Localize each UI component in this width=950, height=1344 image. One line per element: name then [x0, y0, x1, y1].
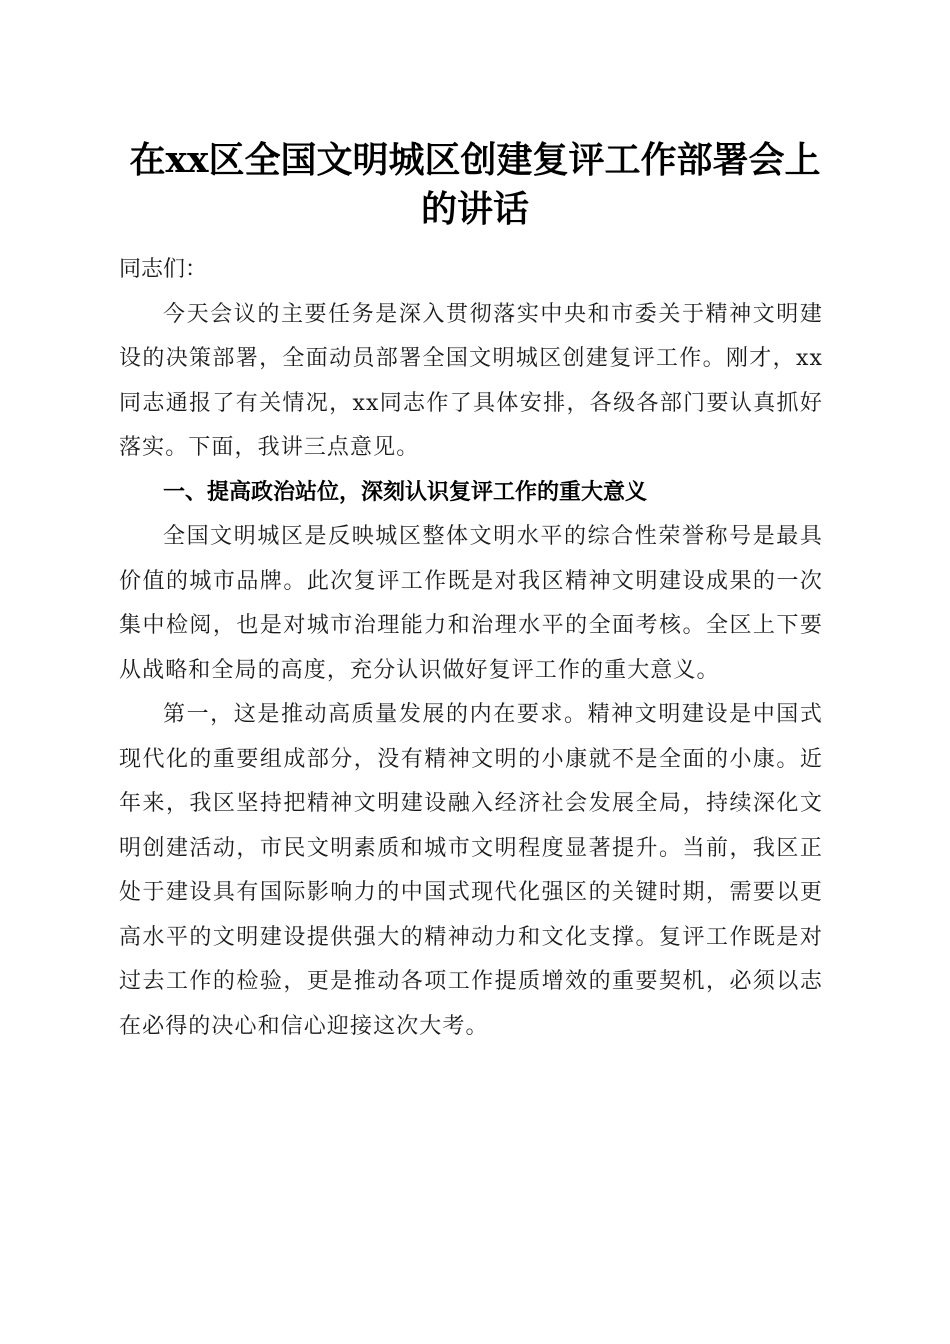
title-line-1: 在xx区全国文明城区创建复评工作部署会上: [129, 139, 821, 181]
intro-paragraph: 今天会议的主要任务是深入贯彻落实中央和市委关于精神文明建设的决策部署，全面动员部署全国文明城区创建复评工作。刚才，xx同志通报了有关情况，xx同志作了具体安排，各级各部门要认真抓好落实。下面，我讲三点意见。: [119, 301, 823, 460]
title-line-2: 的讲话: [420, 188, 529, 230]
section1-paragraph: 第一，这是推动高质量发展的内在要求。精神文明建设是中国式现代化的重要组成部分，没有精神文明的小康就不是全面的小康。近年来，我区坚持把精神文明建设融入经济社会发展全局，持续深化文明创建活动，市民文明素质和城市文明程度显著提升。当前，我区正处于建设具有国际影响力的中国式现代化强区的关键时期，需要以更高水平的文明建设提供强大的精神动力和文化支撑。复评工作既是对过去工作的检验，更是推动各项工作提质增效的重要契机，必须以志在必得的决心和信心迎接这次大考。: [119, 702, 823, 1039]
section1-paragraph: 全国文明城区是反映城区整体文明水平的综合性荣誉称号是最具价值的城市品牌。此次复评工作既是对我区精神文明建设成果的一次集中检阅，也是对城市治理能力和治理水平的全面考核。全区上下要从战略和全局的高度，充分认识做好复评工作的重大意义。: [119, 524, 823, 683]
document-title: [110, 136, 840, 234]
salutation: 同志们：: [119, 257, 208, 282]
document-body: [119, 248, 823, 1049]
section-heading-1: 一、提高政治站位，深刻认识复评工作的重大意义: [163, 479, 648, 505]
